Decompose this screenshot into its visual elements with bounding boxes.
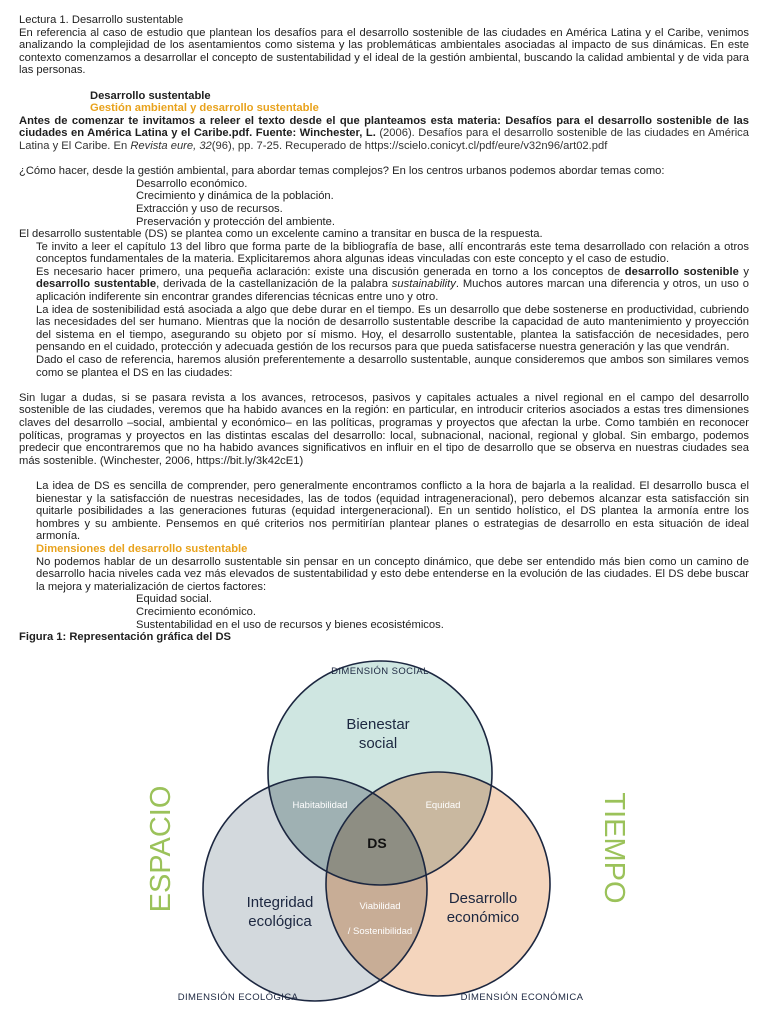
label-dimension-economic: DIMENSIÓN ECONÓMICA xyxy=(460,992,584,1003)
section-subheading: Gestión ambiental y desarrollo sustentable xyxy=(90,102,319,115)
clarify-e: , derivada de la castellanización de la palabra xyxy=(156,278,392,291)
clarify-d: desarrollo sustentable xyxy=(36,278,157,291)
label-econ-2: económico xyxy=(446,909,520,926)
figure-caption: Figura 1: Representación gráfica del DS xyxy=(19,631,231,644)
clarify-g: . Muchos autores marcan una diferencia y otros, un uso o aplicación indiferente sin encontrar grandes diferencias técnicas entre uno y otro. xyxy=(36,278,749,304)
label-dimension-social: DIMENSIÓN SOCIAL xyxy=(331,666,429,677)
label-habitability: Habitabilidad xyxy=(292,800,348,811)
ds-venn-figure xyxy=(140,658,640,1010)
doubt-paragraph: Sin lugar a dudas, si se pasara revista a los avances, retrocesos, pasivos y capitales actuales a nivel regional en el campo del desarrollo sostenible de las ciudades, veremos que ha habido avances en la región: en particular, en introducir criterios asociados a estas tres dimensiones claves del desarrollo –social, ambiental y económico– en las políticas, programas y proyectos que afectan la urbe. Como también en reconocer políticas, programas y proyectos en las distintas escalas del desarrollo: local, subnacional, nacional, regional y global. Sin embargo, podemos predecir que encontraremos que no ha habido avances significativos en influir en el tipo de desarrollo que se observa en nuestras ciudades sea más sostenible. (Winchester, 2006, https://bit.ly/3k42cE1) xyxy=(19,391,749,467)
clarify-paragraph xyxy=(19,266,749,304)
label-eco-1: Integridad xyxy=(246,894,314,911)
dimensions-paragraph: No podemos hablar de un desarrollo sustentable sin pensar en un concepto dinámico, que debe ser entendido más bien como un camino de desarrollo hacia niveles cada vez más elevados de sustentabilidad y esto debe entenderse en la evolución de las ciudades. El DS debe buscar la mejora y materialización de ciertos factores: xyxy=(36,555,749,593)
case-paragraph: Dado el caso de referencia, haremos alusión preferentemente a desarrollo sustentable, aunque consideremos que ambos son similares vemos como se plantea el DS en las ciudades: xyxy=(36,354,749,379)
label-econ-1: Desarrollo xyxy=(448,890,518,907)
label-eco-2: ecológica xyxy=(248,913,312,930)
label-social-1: Bienestar xyxy=(346,716,410,733)
topic-item: Extracción y uso de recursos. xyxy=(136,202,283,215)
clarify-c: y xyxy=(738,265,750,278)
topic-item: Desarrollo económico. xyxy=(136,177,248,190)
section-heading: Desarrollo sustentable xyxy=(90,89,211,102)
label-social-2: social xyxy=(358,735,398,752)
label-ds-center: DS xyxy=(367,835,387,851)
factor-item: Crecimiento económico. xyxy=(136,605,257,618)
ds-line: El desarrollo sustentable (DS) se plantea como un excelente camino a transitar en busca de la respuesta. xyxy=(19,228,543,241)
question-paragraph: ¿Cómo hacer, desde la gestión ambiental, para abordar temas complejos? En los centros urbanos podemos abordar temas como: xyxy=(19,165,665,178)
reference-citation-b[interactable]: (96), pp. 7-25. Recuperado de https://scielo.conicyt.cl/pdf/eure/v32n96/art02.pdf xyxy=(211,139,608,152)
label-equity: Equidad xyxy=(425,800,461,811)
label-space: ESPACIO xyxy=(145,785,177,913)
factor-item: Equidad social. xyxy=(136,593,212,606)
reference-paragraph xyxy=(19,115,749,153)
topic-item: Crecimiento y dinámica de la población. xyxy=(136,190,334,203)
lecture-title: Lectura 1. Desarrollo sustentable xyxy=(19,14,184,26)
document-body xyxy=(19,14,749,644)
clarify-a: Es necesario hacer primero, una pequeña aclaración: existe una discusión generada en torno a los conceptos de xyxy=(36,265,625,278)
label-viability: Viabilidad xyxy=(359,901,401,912)
invite-paragraph: Te invito a leer el capítulo 13 del libro que forma parte de la bibliografía de base, allí encontrarás este tema desarrollado con relación a otros conceptos fundamentales de la materia. Explicitaremos ahora algunas ideas vinculadas con este concepto y el caso de estudio. xyxy=(36,240,749,266)
intro-paragraph: En referencia al caso de estudio que plantean los desafíos para el desarrollo sostenible de las ciudades en América Latina y el Caribe, venimos analizando la complejidad de los asentamientos como sistema y las problemáticas ambientales asociadas al impacto de sus dinámicas. En este contexto comenzamos a desarrollar el concepto de sustentabilidad y el ideal de la gestión ambiental, buscando la calidad ambiental y de vida para las personas. xyxy=(19,26,749,77)
dimensions-heading: Dimensiones del desarrollo sustentable xyxy=(36,542,248,555)
reference-lead: Antes de comenzar te invitamos a releer el texto desde el que planteamos esta materia: xyxy=(19,114,506,127)
venn-diagram xyxy=(140,658,640,1010)
factor-item: Sustentabilidad en el uso de recursos y bienes ecosistémicos. xyxy=(136,618,444,631)
ds-idea-paragraph: La idea de DS es sencilla de comprender, pero generalmente encontramos conflicto a la hora de bajarla a la realidad. El desarrollo busca el bienestar y la satisfacción de nuestras necesidades, las de todos (equidad intrageneracional), pero debemos alcanzar esta satisfacción sin quitarle posibilidades a las generaciones futuras (equidad intergeneracional). En un sentido holístico, el DS plantea la armonía entre los hombres y su ambiente. Pensemos en qué criterios nos permitirían plantear planes o estrategias de desarrollo en esta situación de ideal armonía. xyxy=(36,479,749,543)
label-sustainability: / Sostenibilidad xyxy=(347,926,413,937)
clarify-f: sustainability xyxy=(391,278,456,291)
reference-journal: Revista eure, 32 xyxy=(130,139,212,152)
reference-citation-a: (2006). Desafíos para el desarrollo sostenible de las ciudades en América Latina y El Caribe. En xyxy=(19,127,749,152)
reference-title: Desafíos para el desarrollo sostenible de las ciudades en América Latina y el Caribe.pdf. Fuente: Winchester, L. xyxy=(19,114,749,140)
clarify-b: desarrollo sostenible xyxy=(624,265,739,278)
label-time: TIEMPO xyxy=(598,792,630,904)
topic-item: Preservación y protección del ambiente. xyxy=(136,215,335,228)
idea-paragraph: La idea de sostenibilidad está asociada a algo que debe durar en el tiempo. Es un desarrollo que debe sostenerse en productividad, cubriendo las necesidades del ser humano. Mientras que la noción de desarrollo sustentable describe la capacidad de auto mantenimiento y proyección del sistema en el tiempo, asegurando su objeto por sí mismo. Hoy, el desarrollo sustentable, plantea la satisfacción de necesidades, pero pensando en el cuidado, protección y adecuada gestión de los recursos para que pueda satisfacerse nuestra generación y las que vendrán. xyxy=(36,303,749,354)
label-dimension-ecological: DIMENSIÓN ECOLÓGICA xyxy=(177,992,299,1003)
